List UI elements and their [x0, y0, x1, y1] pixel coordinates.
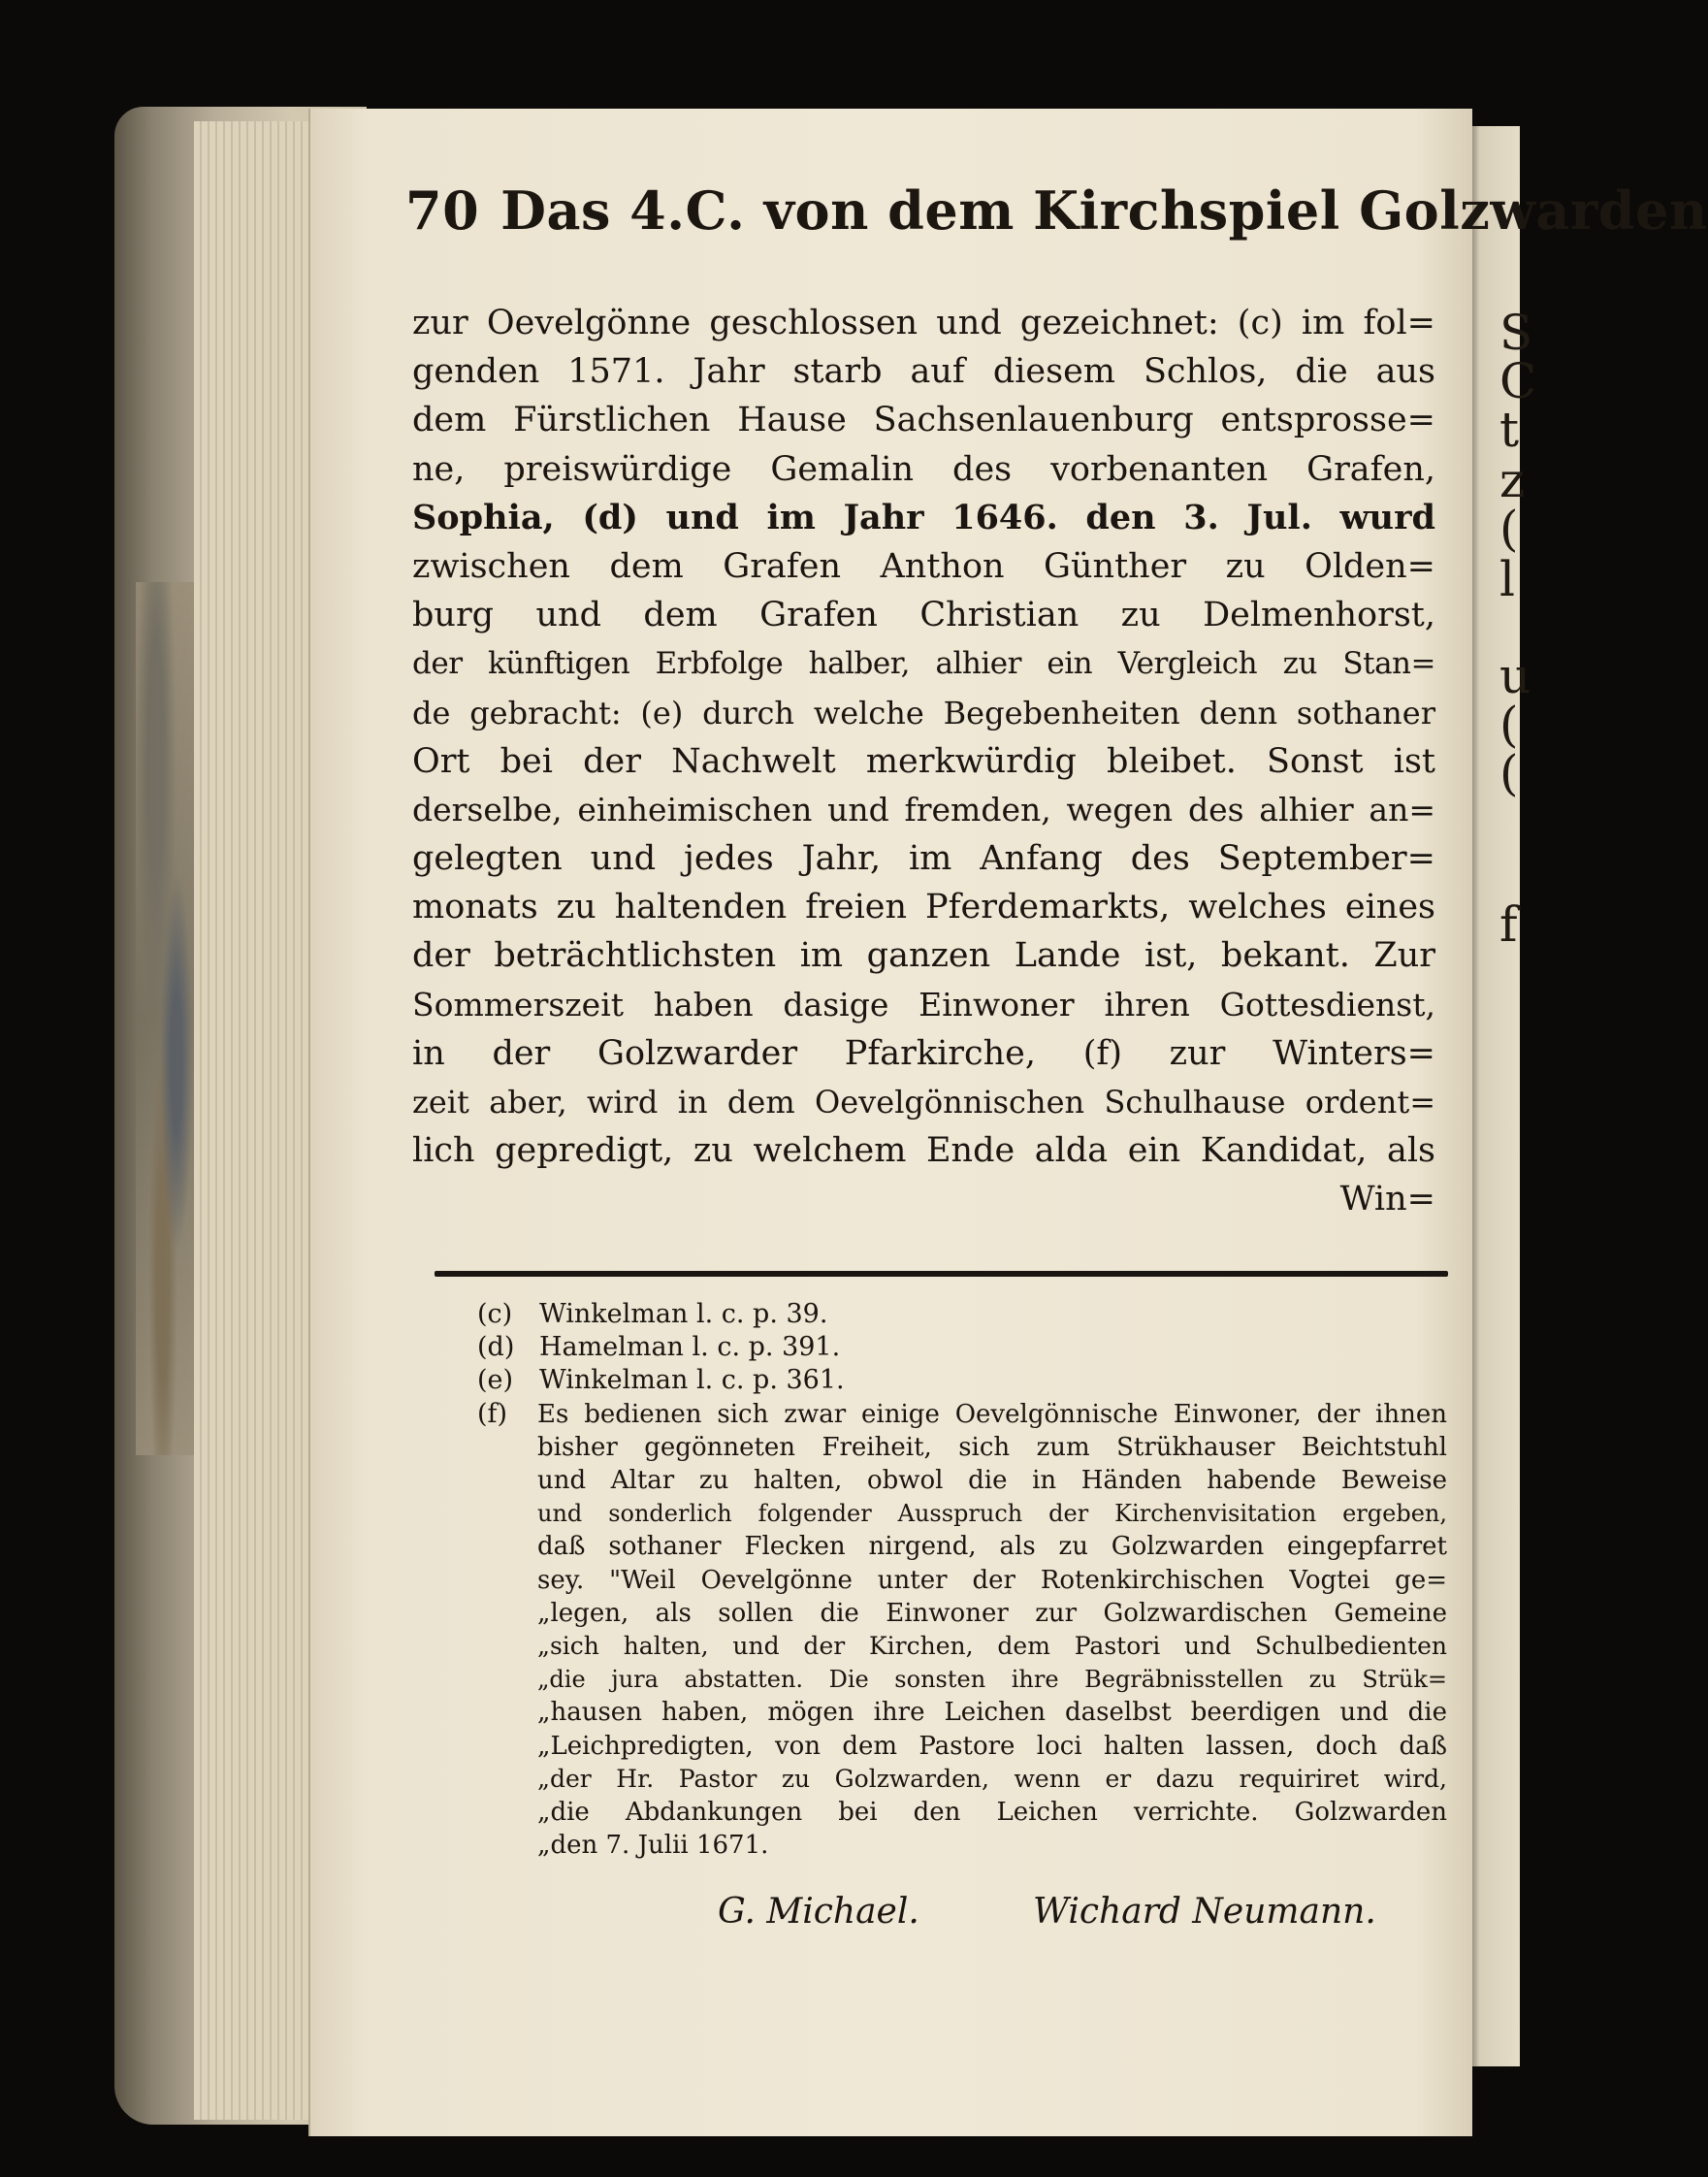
footnote-line: „Leichpredigten, von dem Pastore loci halten lassen, doch daß: [537, 1731, 1447, 1761]
footnote-text: Winkelman l. c. p. 39.: [539, 1299, 828, 1329]
text-line: de gebracht: (e) durch welche Begebenheiten denn sothaner: [412, 694, 1435, 731]
footnote-c: [477, 1298, 1447, 1331]
footnote-line: „sich halten, und der Kirchen, dem Pastori und Schulbedienten: [537, 1632, 1447, 1661]
facing-glyph: (: [1499, 697, 1519, 753]
facing-glyph: (: [1499, 745, 1519, 801]
text-line: ne, preiswürdige Gemalin des vorbenanten Grafen,: [412, 449, 1435, 489]
footnote-mark: (f): [477, 1398, 508, 1429]
footnote-line: „der Hr. Pastor zu Golzwarden, wenn er dazu requiriret wird,: [537, 1764, 1447, 1793]
footnote-e: [477, 1364, 1447, 1397]
footnote-line: und Altar zu halten, obwol die in Händen habende Beweise: [537, 1466, 1447, 1496]
footnote-mark: (e): [477, 1365, 514, 1396]
text-line: Ort bei der Nachwelt merkwürdig bleibet. Sonst ist: [412, 741, 1435, 781]
text-line: zeit aber, wird in dem Oevelgönnischen Schulhause ordent=: [412, 1084, 1435, 1121]
text-line: monats zu haltenden freien Pferdemarkts, welches eines: [412, 888, 1435, 927]
text-line: Sommerszeit haben dasige Einwoner ihren Gottesdienst,: [412, 985, 1435, 1024]
footnote-text: Hamelman l. c. p. 391.: [539, 1332, 841, 1363]
text-line: der künftigen Erbfolge halber, alhier ein Vergleich zu Stan=: [412, 646, 1435, 682]
footnote-line: Es bedienen sich zwar einige Oevelgönnische Einwoner, der ihnen: [537, 1399, 1447, 1429]
text-line: gelegten und jedes Jahr, im Anfang des September=: [412, 839, 1435, 879]
text-line: burg und dem Grafen Christian zu Delmenhorst,: [412, 596, 1435, 635]
footnote-mark: (c): [477, 1299, 513, 1329]
main-text: [412, 299, 1435, 1224]
signature-michael: G. Michael.: [718, 1892, 919, 1932]
facing-glyph: l: [1499, 551, 1515, 607]
facing-glyph: C: [1499, 353, 1537, 409]
text-line: zwischen dem Grafen Anthon Günther zu Olden=: [412, 546, 1435, 586]
text-line: zur Oevelgönne geschlossen und gezeichnet: (c) im fol=: [412, 304, 1435, 342]
footnote-line: sey. "Weil Oevelgönne unter der Rotenkirchischen Vogtei ge=: [537, 1565, 1447, 1595]
text-line: lich gepredigt, zu welchem Ende alda ein Kandidat, als: [412, 1131, 1435, 1171]
signature-neumann: Wichard Neumann.: [1033, 1892, 1376, 1932]
facing-glyph: t: [1499, 402, 1520, 458]
footnote-mark: (d): [477, 1332, 515, 1363]
footnote-text: Winkelman l. c. p. 361.: [539, 1365, 845, 1396]
footnotes: [477, 1298, 1447, 1862]
running-header: [405, 179, 1708, 242]
text-line: der beträchtlichsten im ganzen Lande ist, bekant. Zur: [412, 936, 1435, 976]
footnote-rule: [435, 1271, 1448, 1277]
footnote-line: „den 7. Julii 1671.: [537, 1831, 769, 1861]
footnote-line: „legen, als sollen die Einwoner zur Golzwardischen Gemeine: [537, 1598, 1447, 1628]
footnote-line: „die Abdankungen bei den Leichen verrichte. Golzwarden: [537, 1798, 1447, 1828]
footnote-line: „die jura abstatten. Die sonsten ihre Begräbnisstellen zu Strük=: [537, 1666, 1447, 1694]
footnote-line: und sonderlich folgender Ausspruch der Kirchenvisitation ergeben,: [537, 1500, 1447, 1528]
facing-glyph: u: [1499, 648, 1531, 704]
facing-glyph: f: [1499, 896, 1518, 953]
text-line: in der Golzwarder Pfarkirche, (f) zur Winters=: [412, 1033, 1435, 1073]
text-line: Sophia, (d) und im Jahr 1646. den 3. Jul. wurd: [412, 497, 1435, 537]
page-number: 70: [405, 179, 480, 242]
footnote-line: daß sothaner Flecken nirgend, als zu Golzwarden eingepfarret: [537, 1532, 1447, 1562]
running-title: Das 4.C. von dem Kirchspiel Golzwarden: [500, 179, 1708, 242]
footnote-line: „hausen haben, mögen ihre Leichen daselbst beerdigen und die: [537, 1698, 1447, 1728]
facing-glyph: z: [1499, 452, 1526, 508]
catchword: Win=: [1339, 1180, 1435, 1219]
text-line: derselbe, einheimischen und fremden, wegen des alhier an=: [412, 790, 1435, 829]
facing-glyph: (: [1499, 501, 1519, 557]
text-line: genden 1571. Jahr starb auf diesem Schlos, die aus: [412, 352, 1435, 392]
footnote-d: [477, 1331, 1447, 1364]
text-line: dem Fürstlichen Hause Sachsenlauenburg entsprosse=: [412, 401, 1435, 440]
footnote-line: bisher gegönneten Freiheit, sich zum Strükhauser Beichtstuhl: [537, 1432, 1447, 1462]
facing-glyph: S: [1499, 305, 1533, 361]
footnote-f: [477, 1398, 1447, 1863]
